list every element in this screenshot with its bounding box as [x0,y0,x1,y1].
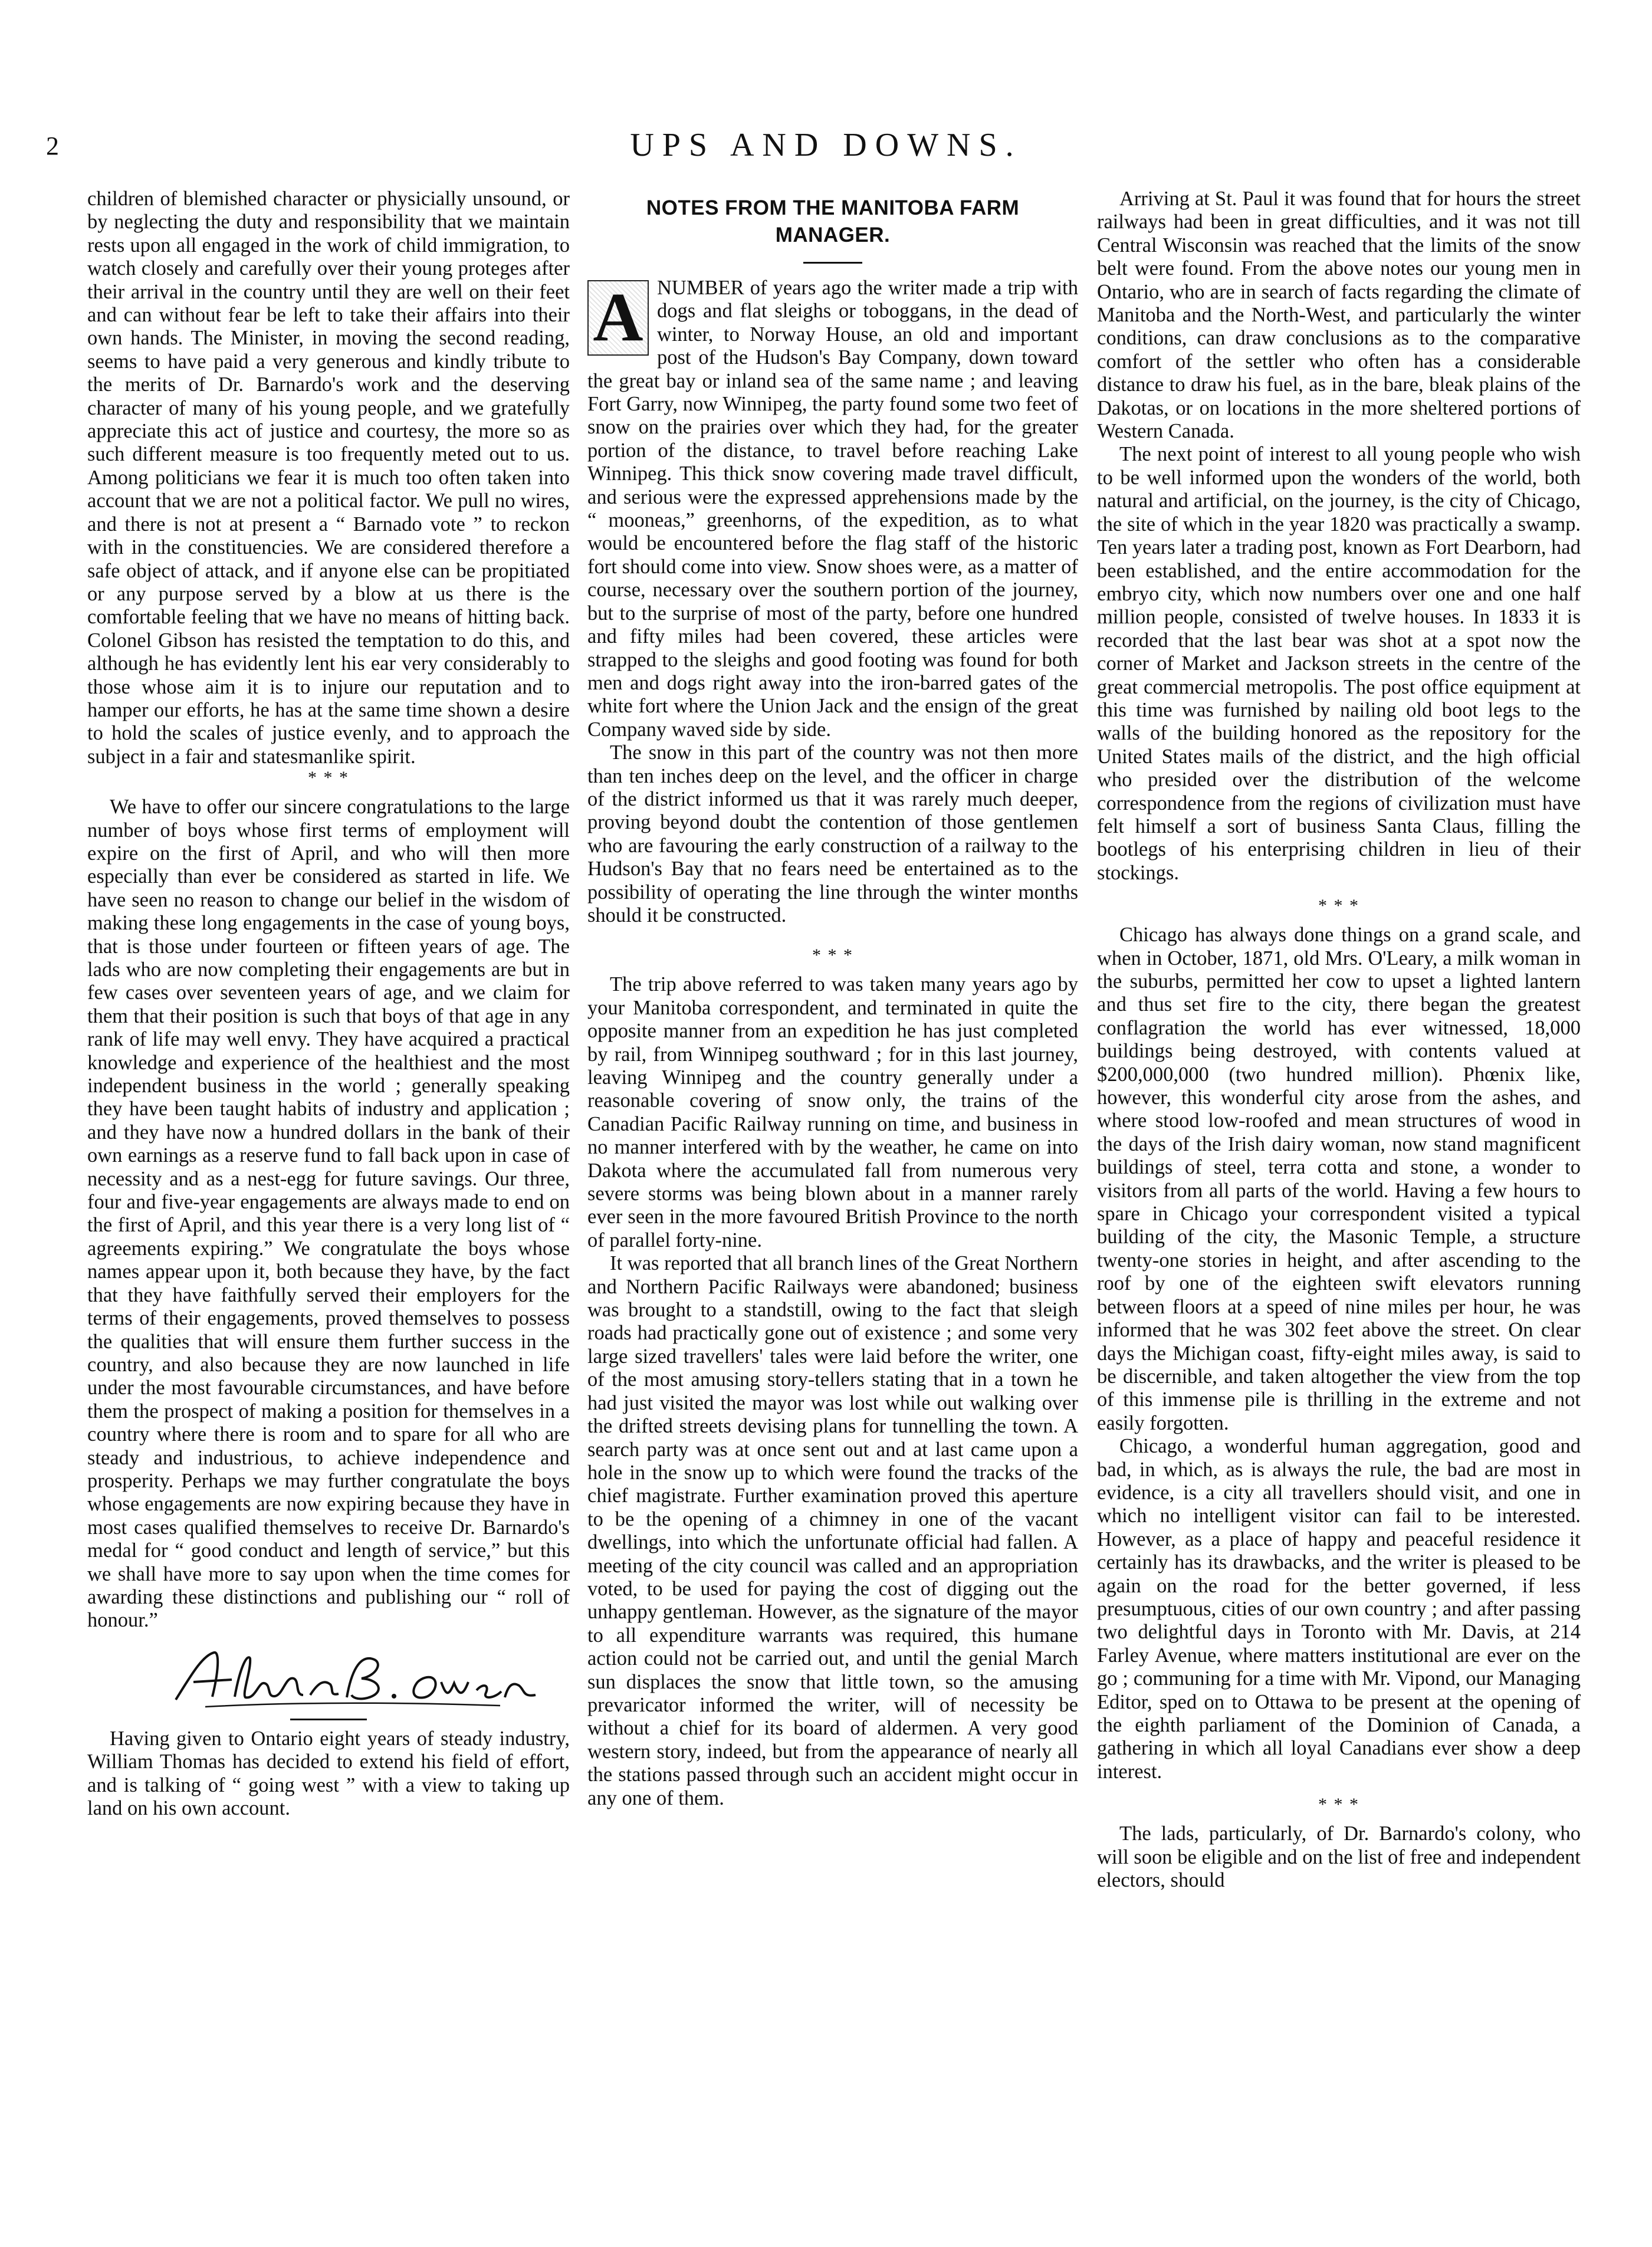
paragraph: children of blemished character or physicially unsound, or by neglecting the duty and responsibility that we maintain rests upon all engaged in the work of child immigration, to watch closely and carefully over their young proteges after their arrival in the country until they are well on their feet and can without fear be left to take their affairs into their own hands. The Minister, in moving the second reading, seems to have paid a very generous and kindly tribute to the merits of Dr. Barnardo's work and the deserving character of many of his young people, and we gratefully appreciate this act of justice and courtesy, the more so as such different measure is too frequently meted out to us. Among politicians we fear it is much too often taken into account that we are not a political factor. We pull no wires, and there is not at present a “ Barnado vote ” to reckon with in the constituencies. We are considered therefore a safe object of attack, and if anyone else can be propitiated or any purpose served by a blow at us there is the comfortable feeling that we have no means of hitting back. Colonel Gibson has resisted the temptation to do this, and although he has evidently lent his ear very considerably to those whose aim it is to injure our reputation and to hamper our efforts, he has at the same time shown a desire to hold the scales of justice evenly, and to approach the subject in a fair and statesmanlike spirit. [87,188,570,768]
section-ornament [587,945,1078,965]
asterism-text: * * * [812,945,853,965]
section-ornament [87,768,570,788]
paragraph: The snow in this part of the country was not then more than ten inches deep on the level, and the officer in charge of the district informed us that it was rarely much deeper, proving beyond doubt the contention of those gentlemen who are favouring the early construction of a railway to the Hudson's Bay that no fears need be entertained as to the possibility of operating the line through the winter months should it be constructed. [587,741,1078,927]
asterism-text: * * * [1318,896,1359,916]
paragraph: The trip above referred to was taken many years ago by your Manitoba correspondent, and terminated in quite the opposite manner from an expedition he has just completed by rail, from Winnipeg southward ; for in this last journey, leaving Winnipeg and the country generally under a reasonable covering of snow only, the trains of the Canadian Pacific Railway running on time, and business in no manner interfered with by the weather, he came on into Dakota where the accumulated fall from numerous very severe storms was being blown about in a manner rarely ever seen in the more favoured British Province to the north of parallel forty-nine. [587,973,1078,1251]
paragraph: Chicago, a wonderful human aggregation, good and bad, in which, as is always the rule, the bad are most in evidence, is a city all travellers should visit, and one in which no intelligent visitor can fail to be interested. However, as a place of happy and peaceful residence it certainly has its drawbacks, and the writer is pleased to be again on the road for the better governed, if less presumptuous, cities of our own country ; and after passing two delightful days in Toronto with Mr. Davis, at 214 Farley Avenue, where matters institutional are ever on the go ; communing for a time with Mr. Vipond, our Managing Editor, sped on to Ottawa to be present at the opening of the eighth parliament of the Dominion of Canada, a gathering in which all loyal Canadians ever show a deep interest. [1097,1435,1581,1783]
paragraph: Having given to Ontario eight years of steady industry, William Thomas has decided to extend his field of effort, and is talking of “ going west ” with a view to taking up land on his own account. [87,1727,570,1819]
page-number: 2 [46,132,59,160]
paragraph: Chicago has always done things on a grand scale, and when in October, 1871, old Mrs. O'Leary, a milk woman in the suburbs, permitted her cow to upset a lighted lantern and thus set fire to the city, there began the greatest conflagration the world has ever witnessed, 18,000 buildings being destroyed, with contents valued at $200,000,000 (two hundred million). Phœnix like, however, this wonderful city arose from the ashes, and where stood low-roofed and mean structures of wood in the days of the Irish dairy woman, now stand magnificent buildings of steel, terra cotta and stone, a wonder to visitors from all parts of the world. Having a few hours to spare in Chicago your correspondent visited a typical building of the city, the Masonic Temple, a structure twenty-one stories in height, and after ascending to the roof by one of the eighteen swift elevators running between floors at a speed of nine miles per hour, he was informed that he was 302 feet above the street. On clear days the Michigan coast, fifty-eight miles away, is said to be discernible, and taken altogether the view from the top of this immense pile is thrilling in the extreme and not easily forgotten. [1097,924,1581,1434]
column-3 [1097,188,1581,2216]
paragraph: The lads, particularly, of Dr. Barnardo's colony, who will soon be eligible and on the list of free and independent electors, should [1097,1822,1581,1892]
section-ornament [1097,896,1581,916]
section-ornament [1097,1795,1581,1815]
drop-cap: A [587,280,649,356]
headline-rule [803,262,862,264]
paragraph: It was reported that all branch lines of the Great Northern and Northern Pacific Railways were abandoned; business was brought to a standstill, owing to the fact that sleigh roads had practically gone out of existence ; and some very large sized travellers' tales were laid before the writer, one of the most amusing story-tellers stating that in a town he had just visited the mayor was lost while out walking over the drifted streets devising plans for tunnelling the town. A search party was at once sent out and at last came upon a hole in the snow up to which were found the tracks of the chief magistrate. Further examination proved this aperture to be the opening of a chimney in one of the vacant dwellings, into which the unfortunate official had fallen. A meeting of the city council was called and an appropriation voted, to be used for paying the cost of digging out the unhappy gentleman. However, as the signature of the mayor to all expenditure warrants was required, this humane action could not be carried out, and until the genial March sun displaces the snow that little town, so the amusing prevaricator informed the writer, will of necessity be without a chief for its board of aldermen. A very good western story, indeed, but from the appearance of nearly all the stations passed through such an accident might occur in any one of them. [587,1252,1078,1809]
article-headline: NOTES FROM THE MANITOBA FARM MANAGER. [646,196,1020,247]
column-1 [87,188,570,2216]
paragraph: Arriving at St. Paul it was found that for hours the street railways had been in great difficulties, and it was not till Central Wisconsin was reached that the limits of the snow belt were found. From the above notes our young men in Ontario, who are in search of facts regarding the climate of Manitoba and the North-West, and particularly the winter conditions, can draw conclusions as to the comparative comfort of the settler who often has a considerable distance to draw his fuel, as in the bare, bleak plains of the Dakotas, or on locations in the more sheltered portions of Western Canada. [1097,188,1581,443]
column-2 [587,188,1078,2216]
asterism-text: * * * [308,768,349,788]
asterism-text: * * * [1318,1795,1359,1815]
paragraph: NUMBER of years ago the writer made a trip with dogs and flat sleighs or toboggans, in the dead of winter, to Norway House, an old and important post of the Hudson's Bay Company, down toward the great bay or inland sea of the same name ; and leaving Fort Garry, now Winnipeg, the party found some two feet of snow on the prairies over which they had, for the greater portion of the distance, to travel before reaching Lake Winnipeg. This thick snow covering made travel difficult, and serious were the expressed apprehensions made by the “ mooneas,” greenhorns, of the expedition, as to what would be encountered before the flag staff of the historic fort should come into view. Snow shoes were, as a matter of course, necessary over the southern portion of the journey, but to the surprise of most of the party, before one hundred and fifty miles had been covered, these articles were strapped to the sleighs and good footing was found for both men and dogs right away into the iron-barred gates of the white fort where the Union Jack and the ensign of the great Company waved side by side. [587,277,1078,741]
divider [290,1719,367,1720]
signature [87,1641,570,1717]
signature-image [87,1641,570,1717]
running-title: UPS AND DOWNS. [630,127,1022,163]
paragraph: We have to offer our sincere congratulations to the large number of boys whose first terms of employment will expire on the first of April, and who will then more especially than ever be considered as started in life. We have seen no reason to change our belief in the wisdom of making these long engagements in the case of young boys, that is those under fourteen or fifteen years of age. The lads who are now completing their engagements are but in few cases over seventeen years of age, and we claim for them that their position is such that boys of that age in any rank of life may well envy. They have acquired a practical knowledge and experience of the healthiest and the most independent business in the world ; generally speaking they have been taught habits of industry and application ; and they have now a hundred dollars in the bank of their own earnings as a reserve fund to fall back upon in case of necessity and as a nest-egg for future savings. Our three, four and five-year engagements are always made to end on the first of April, and this year there is a very long list of “ agreements expiring.” We congratulate the boys whose names appear upon it, both because they have, by the fact that they have faithfully served their employers for the terms of their engagements, proved themselves to possess the qualities that will ensure them further success in the country, and also because they are now launched in life under the most favourable circumstances, and have before them the prospect of making a position for themselves in a country where there is room and to spare for all who are steady and industrious, to achieve independence and prosperity. Perhaps we may further congratulate the boys whose engagements are now expiring because they have in most cases qualified themselves to receive Dr. Barnardo's medal for “ good conduct and length of service,” but this we shall have more to say upon when the time comes for awarding these distinctions and publishing our “ roll of honour.” [87,796,570,1632]
paragraph: The next point of interest to all young people who wish to be well informed upon the wonders of the world, both natural and artificial, on the journey, is the city of Chicago, the site of which in the year 1820 was practically a swamp. Ten years later a trading post, known as Fort Dearborn, had been established, and the entire accommodation for the embryo city, which now numbers over one and one half million people, consisted of twelve houses. In 1833 it is recorded that the last bear was shot at a spot now the corner of Market and Jackson streets in the centre of the great commercial metropolis. The post office equipment at this time was furnished by nailing old boot legs to the walls of the building honored as the repository for the United States mails of the district, and the high official who presided over the distribution of the welcome correspondence from the regions of civilization must have felt himself a sort of business Santa Claus, filling the bootlegs of his enterprising children in lieu of their stockings. [1097,443,1581,884]
